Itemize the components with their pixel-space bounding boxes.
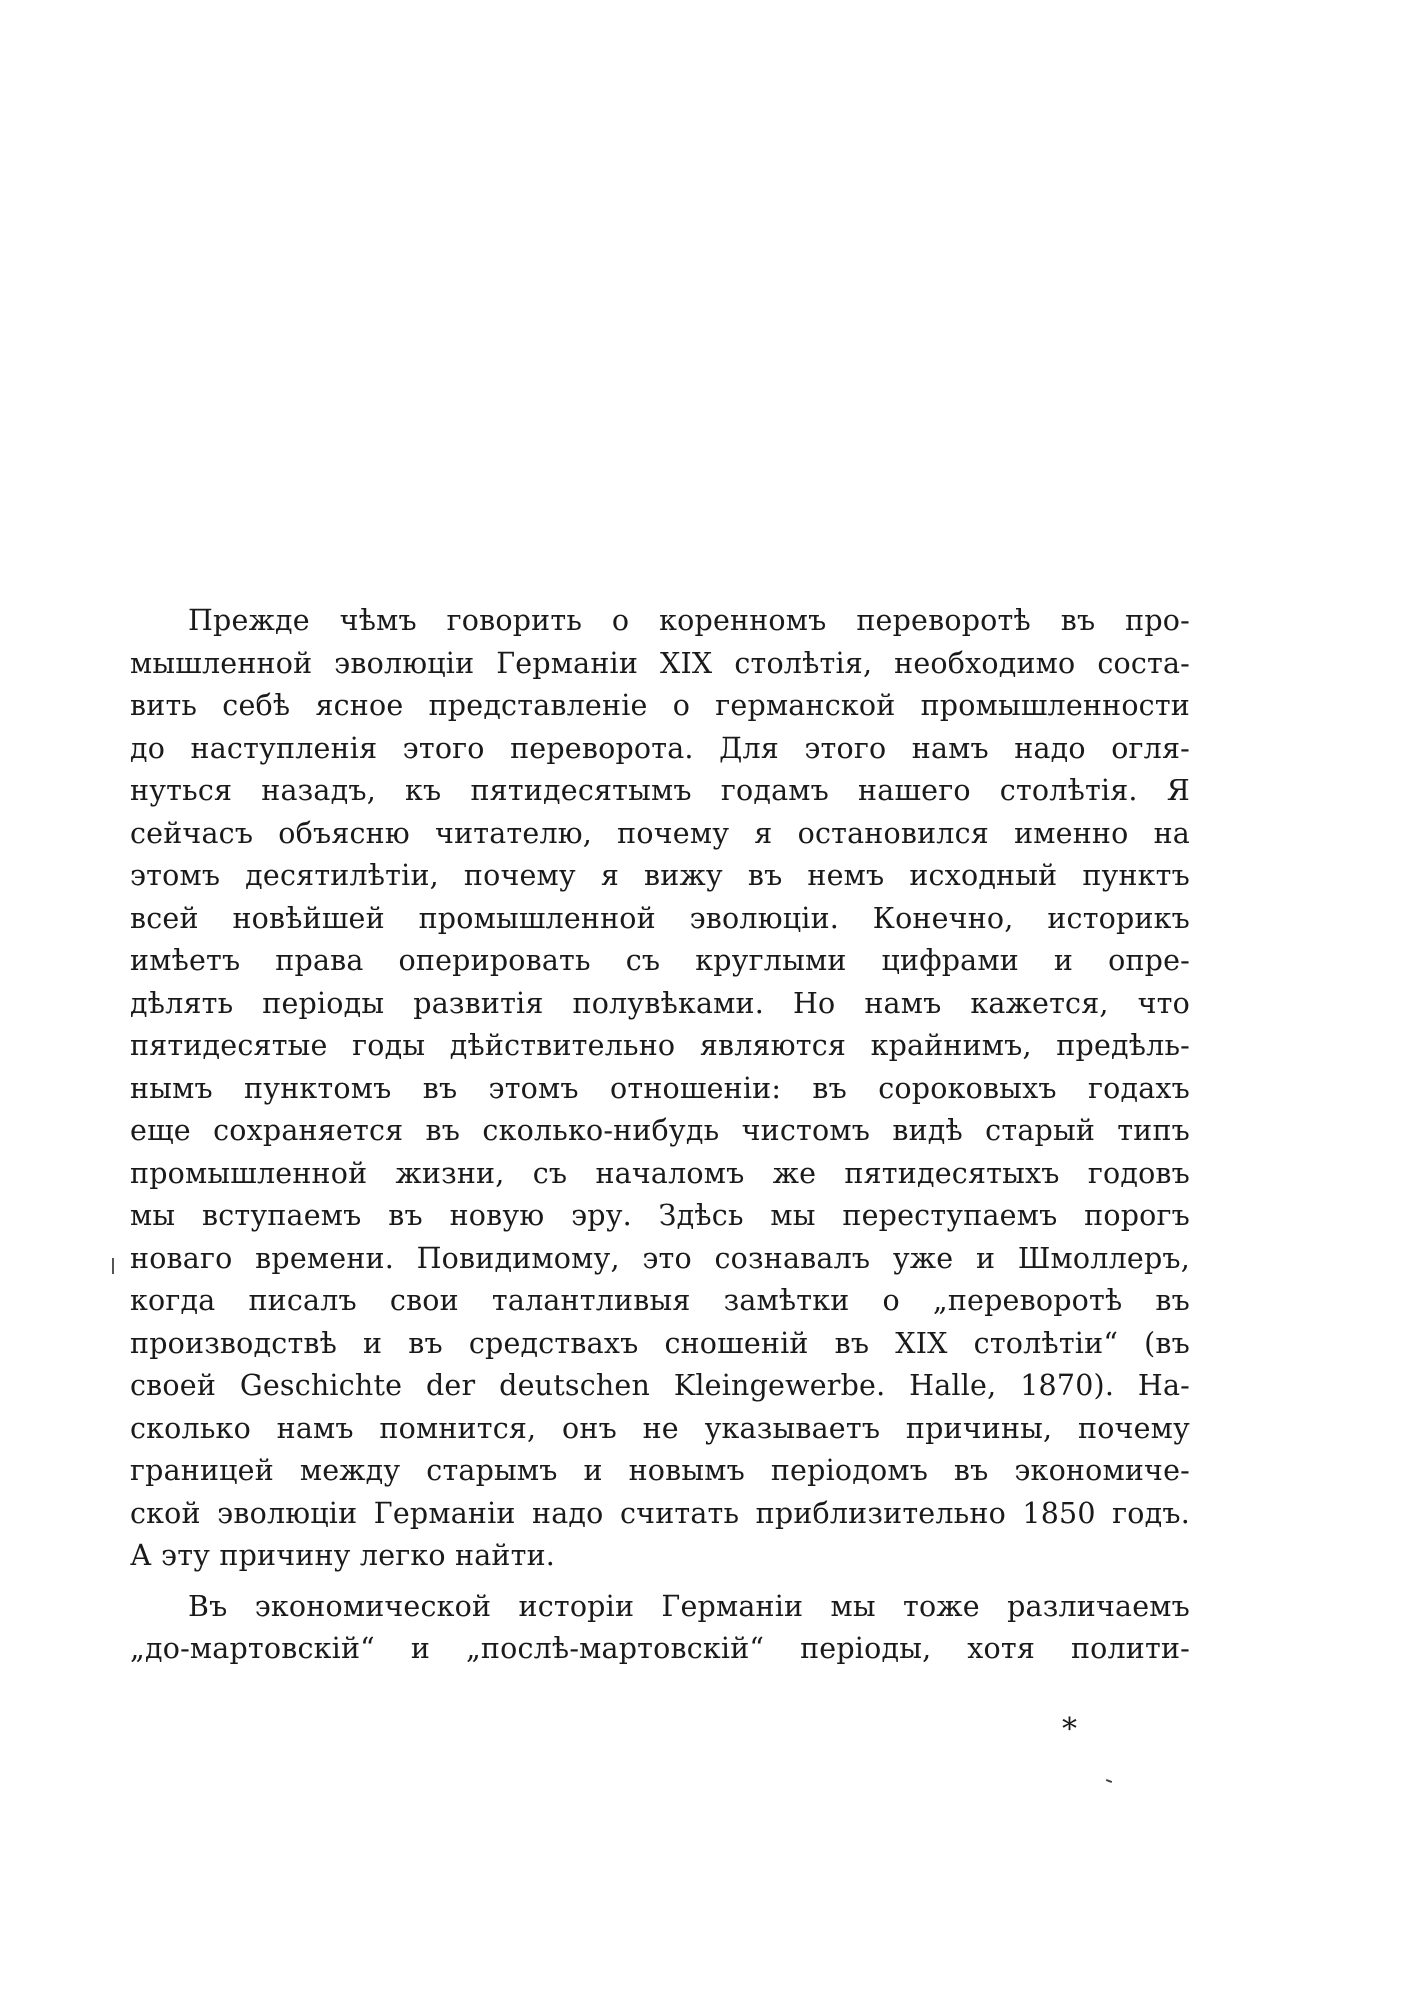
text-line: новаго времени. Повидимому, это сознавалъ уже и Шмоллеръ, (130, 1241, 1190, 1275)
text-line: „до-мартовскій“ и „послѣ-мартовскій“ періоды, хотя полити- (130, 1632, 1190, 1665)
text-line: мышленной эволюціи Германіи XIX столѣтія, необходимо соста- (130, 646, 1190, 680)
text-line: до наступленія этого переворота. Для этого намъ надо огля- (130, 731, 1190, 765)
text-line: сколько намъ помнится, онъ не указываетъ причины, почему (130, 1411, 1190, 1445)
text-line: Въ экономической исторіи Германіи мы тоже различаемъ (188, 1589, 1190, 1623)
text-line: промышленной жизни, съ началомъ же пятидесятыхъ годовъ (130, 1156, 1190, 1190)
margin-mark (112, 1258, 114, 1274)
text-line: всей новѣйшей промышленной эволюціи. Конечно, историкъ (130, 901, 1190, 935)
text-line: своей Geschichte der deutschen Kleingewerbe. Halle, 1870). На- (130, 1369, 1190, 1402)
text-line: когда писалъ свои талантливыя замѣтки о „переворотѣ въ (130, 1284, 1190, 1317)
body-text (130, 600, 1190, 1671)
text-line: еще сохраняется въ сколько-нибудь чистомъ видѣ старый типъ (130, 1114, 1190, 1147)
text-line: этомъ десятилѣтіи, почему я вижу въ немъ исходный пунктъ (130, 859, 1190, 892)
text-line: А эту причину легко найти. (130, 1539, 556, 1572)
text-line: пятидесятые годы дѣйствительно являются крайнимъ, предѣль- (130, 1029, 1190, 1062)
scan-speck (1106, 1779, 1112, 1783)
paragraph-gap (130, 1578, 1190, 1586)
text-line: вить себѣ ясное представленіе о германской промышленности (130, 689, 1190, 722)
text-line: ской эволюціи Германіи надо считать приблизительно 1850 годъ. (130, 1496, 1190, 1530)
text-line: нымъ пунктомъ въ этомъ отношеніи: въ сороковыхъ годахъ (130, 1071, 1190, 1105)
text-line: дѣлять періоды развитія полувѣками. Но намъ кажется, что (130, 986, 1190, 1020)
text-line: мы вступаемъ въ новую эру. Здѣсь мы переступаемъ порогъ (130, 1199, 1190, 1232)
text-line: границей между старымъ и новымъ періодомъ въ экономиче- (130, 1454, 1190, 1487)
text-line: нуться назадъ, къ пятидесятымъ годамъ нашего столѣтія. Я (130, 774, 1190, 807)
text-line: Прежде чѣмъ говорить о коренномъ переворотѣ въ про- (188, 604, 1190, 637)
text-line: производствѣ и въ средствахъ сношеній въ XIX столѣтіи“ (въ (130, 1326, 1190, 1360)
text-line: имѣетъ права оперировать съ круглыми цифрами и опре- (130, 944, 1190, 977)
asterisk-mark: * (1062, 1712, 1077, 1747)
text-line: сейчасъ объясню читателю, почему я остановился именно на (130, 816, 1190, 850)
